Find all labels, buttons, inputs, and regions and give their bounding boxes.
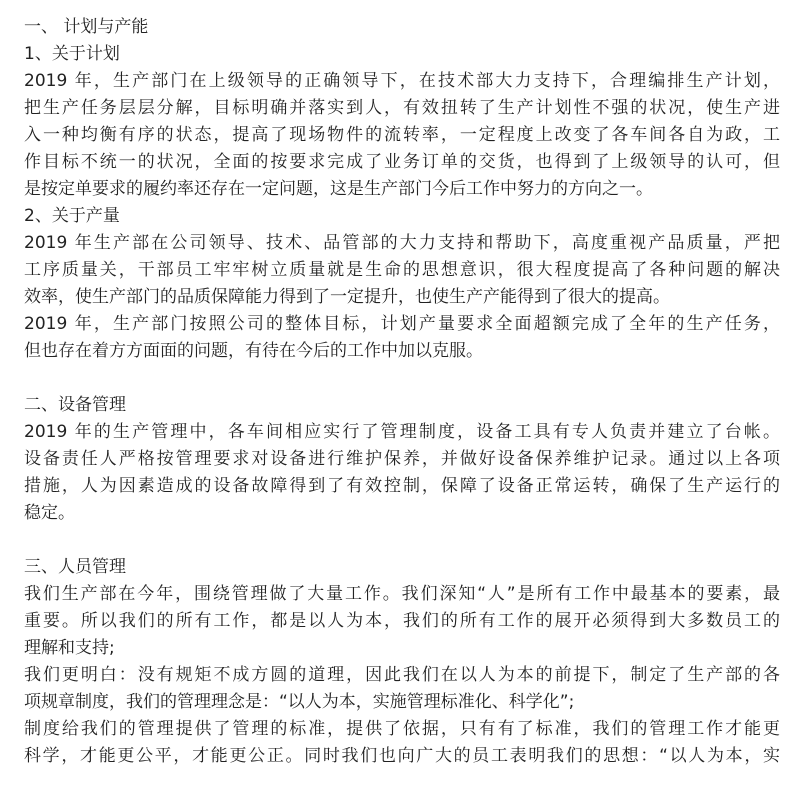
text-line: 理解和支持; [24,638,115,658]
text-line: 是按定单要求的履约率还存在一定问题，这是生产部门今后工作中努力的方向之一。 [24,179,653,199]
text-line: 三、人员管理 [24,557,126,577]
document-body [24,14,780,770]
text-line: 2019 年生产部在公司领导、技术、品管部的大力支持和帮助下，高度重视产品质量，严把 [24,233,780,253]
text-line: 2、关于产量 [24,206,120,226]
text-line: 我们更明白：没有规矩不成方圆的道理，因此我们在以人为本的前提下，制定了生产部的各 [24,665,780,685]
text-line: 二、设备管理 [24,395,126,415]
text-line: 入一种均衡有序的状态，提高了现场物件的流转率，一定程度上改变了各车间各自为政，工 [24,125,780,145]
text-line: 一、 计划与产能 [24,17,149,37]
text-line: 设备责任人严格按管理要求对设备进行维护保养，并做好设备保养维护记录。通过以上各项 [24,449,780,469]
text-line: 2019 年，生产部门在上级领导的正确领导下，在技术部大力支持下，合理编排生产计划， [24,71,780,91]
text-line: 2019 年，生产部门按照公司的整体目标，计划产量要求全面超额完成了全年的生产任务， [24,314,780,334]
text-line: 工序质量关，干部员工牢牢树立质量就是生命的思想意识，很大程度提高了各种问题的解决 [24,260,780,280]
text-line: 措施，人为因素造成的设备故障得到了有效控制，保障了设备正常运转，确保了生产运行的 [24,476,780,496]
text-line: 科学，才能更公平，才能更公正。同时我们也向广大的员工表明我们的思想：“以人为本，实 [24,746,780,766]
text-line: 项规章制度，我们的管理理念是：“以人为本，实施管理标准化、科学化”; [24,692,575,712]
text-line: 但也存在着方方面面的问题，有待在今后的工作中加以克服。 [24,341,483,361]
text-line: 效率，使生产部门的品质保障能力得到了一定提升，也使生产产能得到了很大的提高。 [24,287,670,307]
text-line: 2019 年的生产管理中，各车间相应实行了管理制度，设备工具有专人负责并建立了台帐。 [24,422,780,442]
text-line: 我们生产部在今年，围绕管理做了大量工作。我们深知“人”是所有工作中最基本的要素，最 [24,584,780,604]
blank-line [24,365,780,392]
text-line: 重要。所以我们的所有工作，都是以人为本，我们的所有工作的展开必须得到大多数员工的 [24,611,780,631]
blank-line [24,527,780,554]
text-line: 1、关于计划 [24,44,120,64]
text-line: 把生产任务层层分解，目标明确并落实到人，有效扭转了生产计划性不强的状况，使生产进 [24,98,780,118]
text-line: 作目标不统一的状况，全面的按要求完成了业务订单的交货，也得到了上级领导的认可，但 [24,152,780,172]
text-line: 制度给我们的管理提供了管理的标准，提供了依据，只有有了标准，我们的管理工作才能更 [24,719,780,739]
text-line: 稳定。 [24,503,75,523]
